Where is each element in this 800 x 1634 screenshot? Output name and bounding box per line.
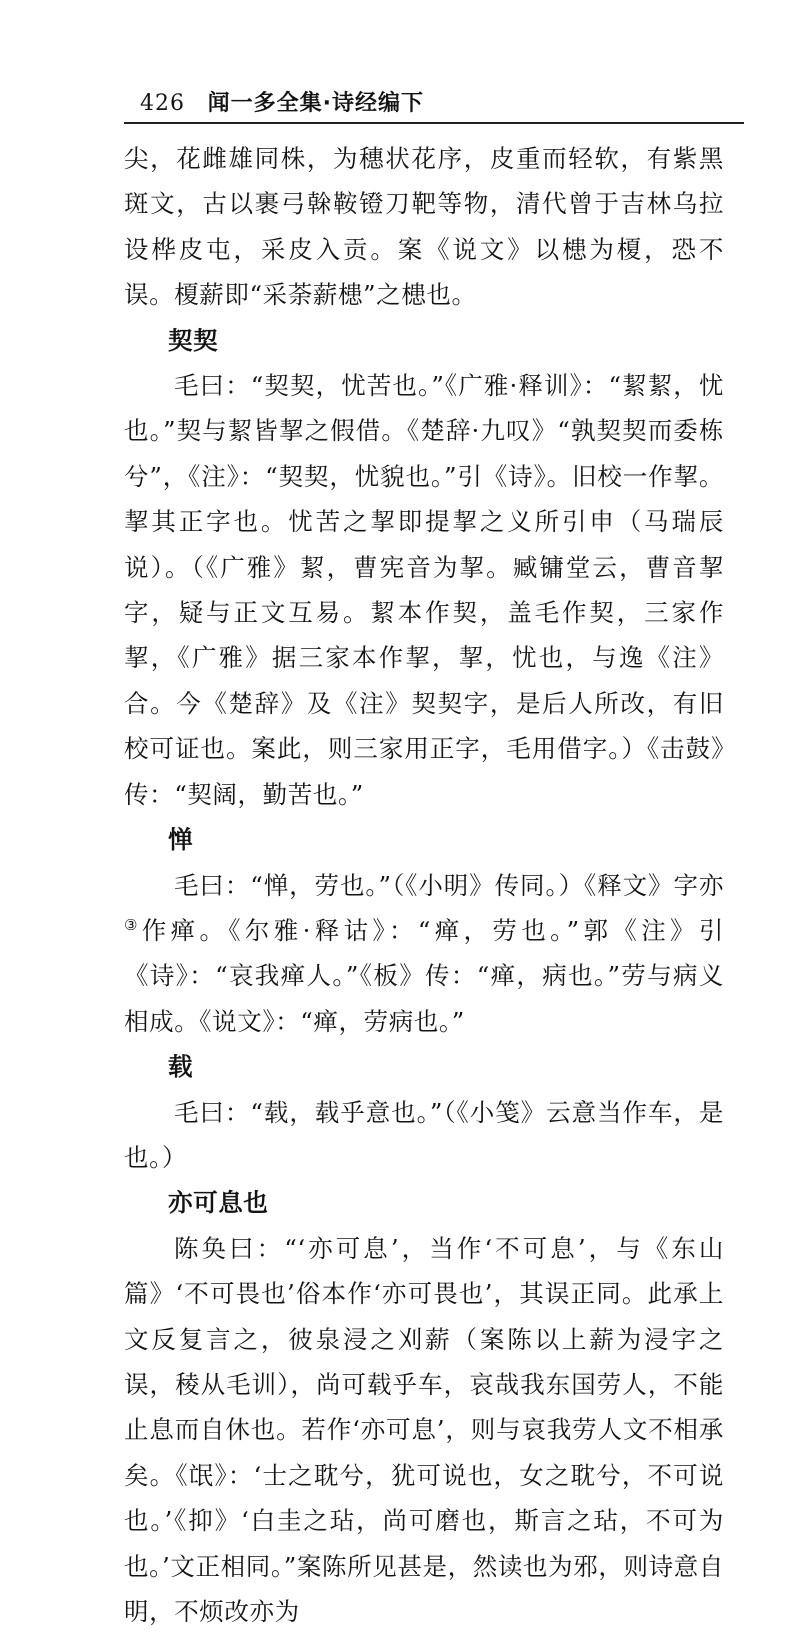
running-header [140,86,424,117]
body-text [124,136,724,1634]
book-title: 闻一多全集·诗经编下 [207,91,425,116]
paragraph: 尖，花雌雄同株，为穗状花序，皮重而轻软，有紫黑斑文，古以裹弓榦鞍镫刀靶等物，清代曾于吉林乌拉设桦皮屯，采皮入贡。案《说文》以槵为榎，恐不误。榎薪即“采荼薪槵”之槵也。 [124,144,724,310]
footnote-marker[interactable]: ③ [124,915,142,934]
paragraph: 毛曰：“契契，忧苦也。”《广雅·释训》：“絜絜，忧也。”契与絜皆挈之假借。《楚辞·九叹》“孰契契而委栋兮”，《注》：“契契，忧貌也。”引《诗》。旧校一作挈。挈其正字也。忧苦之挈即提挈之义所引申（马瑞辰说）。（《广雅》絜，曹宪音为挈。臧镛堂云，曹音挈字，疑与正文互易。絜本作契，盖毛作契，三家作挈，《广雅》据三家本作挈，挈，忧也，与逸《注》合。今《楚辞》及《注》契契字，是后人所改，有旧校可证也。案此，则三家用正字，毛用借字。）《击鼓》传：“契阔，勤苦也。” [124,371,724,809]
header-rule [124,122,744,124]
paragraph: 陈奂曰：“‘亦可息’，当作‘不可息’，与《东山篇》‘不可畏也’俗本作‘亦可畏也’，其误正同。此承上文反复言之，彼泉浸之刈薪（案陈以上薪为浸字之误，稜从毛训），尚可载乎车，哀哉我东国劳人，不能止息而自休也。若作‘亦可息’，则与哀我劳人文不相承矣。《氓》：‘士之耽兮，犹可说也，女之耽兮，不可说也。’《抑》‘白圭之玷，尚可磨也，斯言之玷，不可为也。’文正相同。”案陈所见甚是，然读也为邪，则诗意自明，不烦改亦为 [124,1233,724,1626]
entry-heading: 契契 [168,325,219,355]
paragraph: 毛曰：“载，载乎意也。”（《小笺》云意当作车，是也。） [124,1097,724,1172]
paragraph-text: 作瘅。《尔雅·释诂》：“瘅，劳也。”郭《注》引《诗》：“哀我瘅人。”《板》传：“瘅，病也。”劳与病义相成。《说文》：“瘅，劳病也。” [124,915,724,1036]
paragraph [124,863,724,1045]
entry-heading: 惮 [168,825,194,855]
page-number: 426 [140,91,185,116]
entry-heading: 亦可息也 [168,1188,269,1218]
entry-heading: 载 [168,1052,194,1082]
paragraph-text: 毛曰：“惮，劳也。”（《小明》传同。）《释文》字亦 [174,870,724,900]
